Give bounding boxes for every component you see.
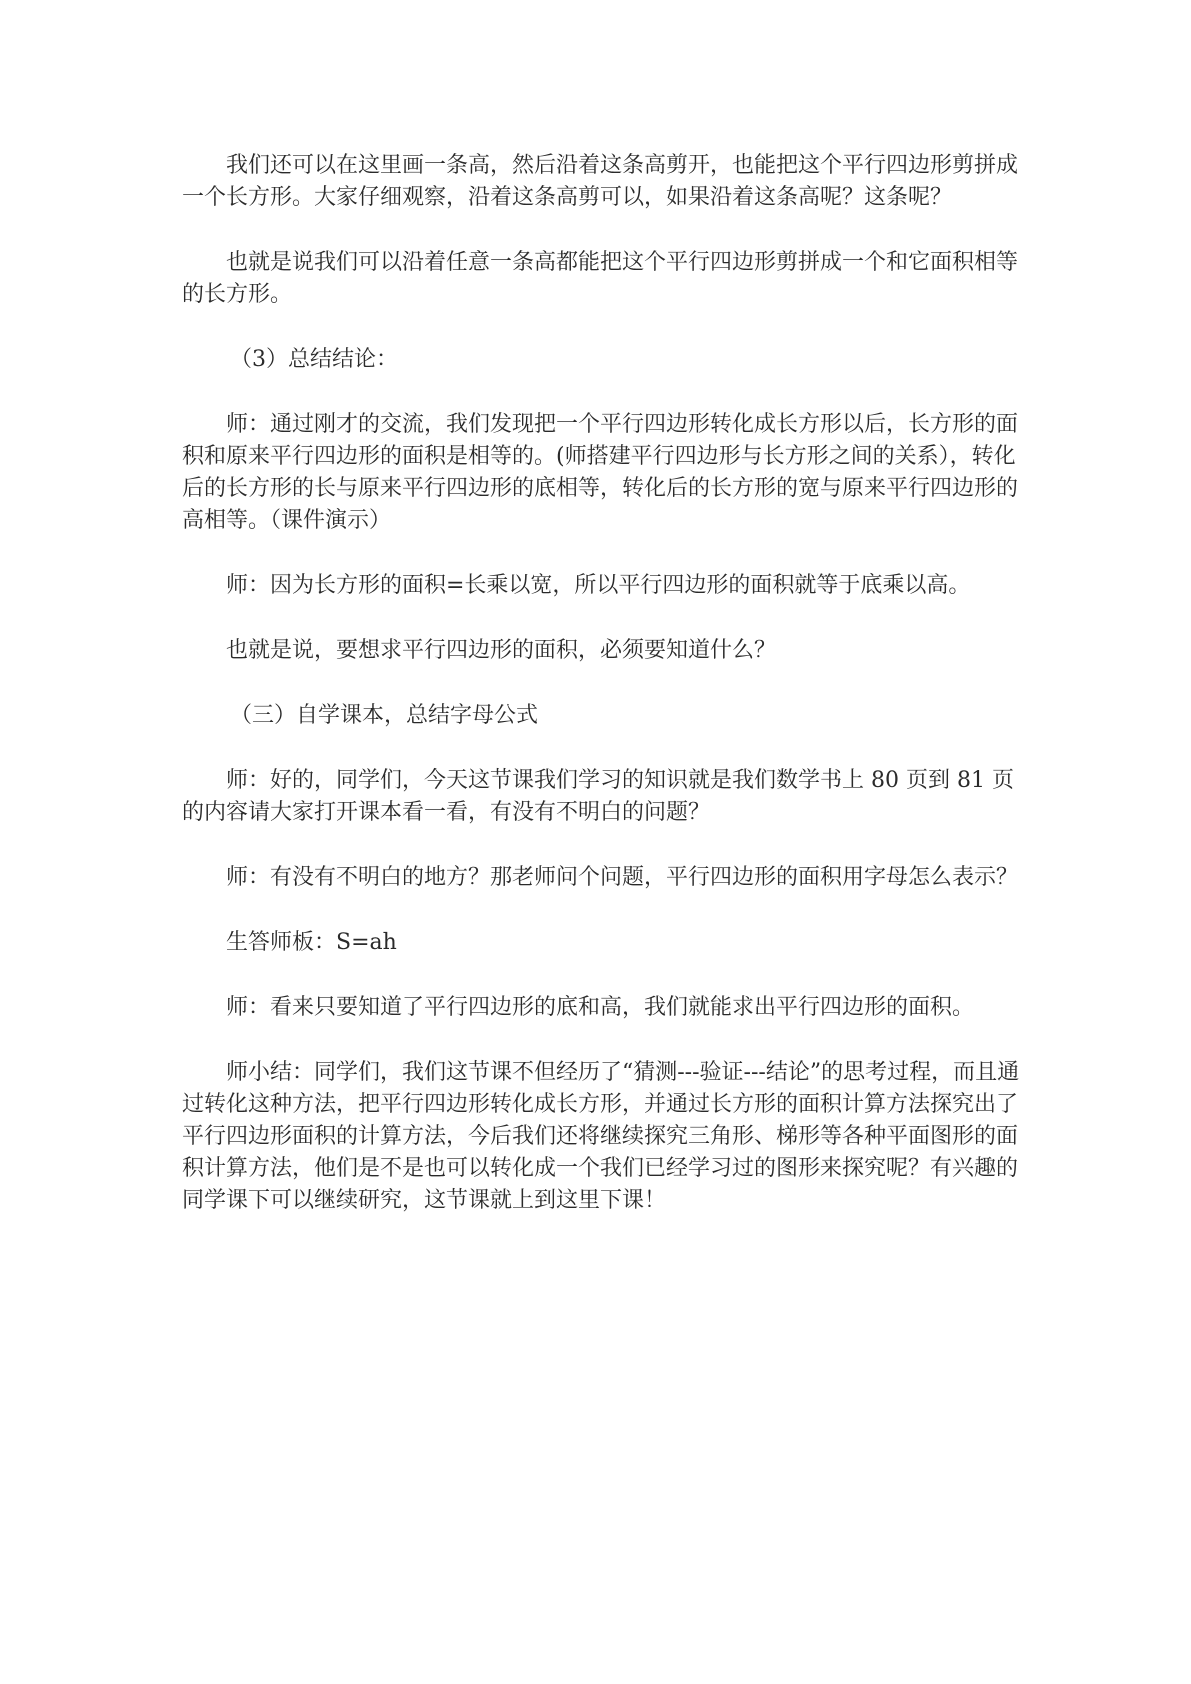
paragraph-base-height: 师：看来只要知道了平行四边形的底和高，我们就能求出平行四边形的面积。 xyxy=(226,995,975,1020)
paragraph-letter-question: 师：有没有不明白的地方？那老师问个问题，平行四边形的面积用字母怎么表示？ xyxy=(226,865,1019,890)
section-heading-self-study: （三）自学课本，总结字母公式 xyxy=(230,703,539,728)
paragraph-cut-along-height: 我们还可以在这里画一条高，然后沿着这条高剪开，也能把这个平行四边形剪拼成一个长方形。大家仔细观察，沿着这条高剪可以，如果沿着这条高呢？这条呢？ xyxy=(182,153,1019,210)
paragraph-summary: 师小结：同学们，我们这节课不但经历了“猜测---验证---结论”的思考过程，而且通过转化这种方法，把平行四边形转化成长方形，并通过长方形的面积计算方法探究出了平行四边形面积的计算方法，今后我们还将继续探究三角形、梯形等各种平面图形的面积计算方法，他们是不是也可以转化成一个我们已经学习过的图形来探究呢？有兴趣的同学课下可以继续研究，这节课就上到这里下课！ xyxy=(182,1060,1020,1213)
document-body xyxy=(182,150,1032,1250)
section-heading-conclusion: （3）总结结论： xyxy=(230,347,398,372)
paragraph-textbook-pages: 师：好的，同学们，今天这节课我们学习的知识就是我们数学书上 80 页到 81 页的内容请大家打开课本看一看，有没有不明白的问题？ xyxy=(182,768,1014,825)
paragraph-area-formula: 师：因为长方形的面积=长乘以宽，所以平行四边形的面积就等于底乘以高。 xyxy=(226,573,971,598)
paragraph-any-height: 也就是说我们可以沿着任意一条高都能把这个平行四边形剪拼成一个和它面积相等的长方形。 xyxy=(182,250,1019,307)
paragraph-teacher-exchange: 师：通过刚才的交流，我们发现把一个平行四边形转化成长方形以后，长方形的面积和原来平行四边形的面积是相等的。(师搭建平行四边形与长方形之间的关系），转化后的长方形的长与原来平行四边形的底相等，转化后的长方形的宽与原来平行四边形的高相等。（课件演示） xyxy=(182,412,1019,533)
paragraph-student-answer: 生答师板：S=ah xyxy=(226,930,397,955)
paragraph-question: 也就是说，要想求平行四边形的面积，必须要知道什么？ xyxy=(226,638,777,663)
